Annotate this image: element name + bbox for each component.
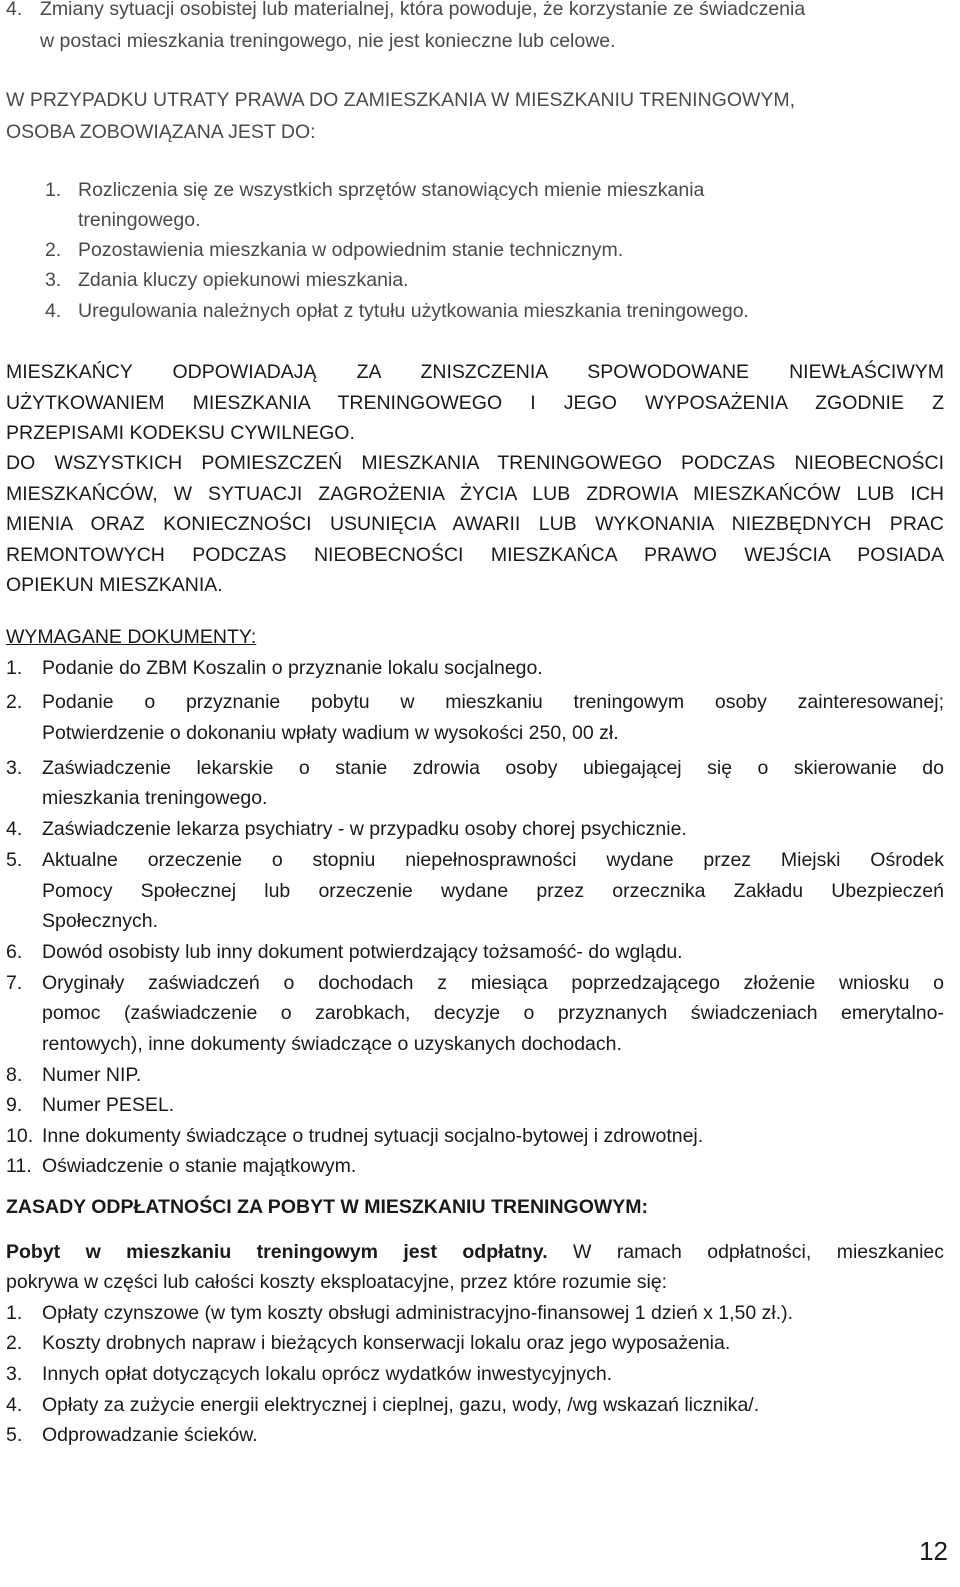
docs-heading: WYMAGANE DOKUMENTY: (6, 626, 257, 648)
loss-item-text: Zdania kluczy opiekunowi mieszkania. (78, 269, 409, 291)
doc-text: Potwierdzenie o dokonaniu wpłaty wadium w wysokości 250, 00 zł. (42, 722, 619, 744)
fee-number: 4. (6, 1394, 23, 1416)
doc-text: Podanie do ZBM Koszalin o przyznanie lokalu socjalnego. (42, 657, 543, 679)
loss-item-number: 3. (45, 269, 62, 291)
doc-text: mieszkania treningowego. (42, 787, 268, 809)
fees-intro-rest: W ramach odpłatności, mieszkaniec (573, 1241, 944, 1263)
doc-number: 6. (6, 941, 23, 963)
access-line: OPIEKUN MIESZKANIA. (6, 574, 223, 596)
fee-number: 1. (6, 1302, 23, 1324)
doc-number: 8. (6, 1064, 23, 1086)
fees-intro-line2: pokrywa w części lub całości koszty eksploatacyjne, przez które rozumie się: (6, 1271, 668, 1293)
doc-text: Aktualne orzeczenie o stopniu niepełnosprawności wydane przez Miejski Ośrodek (42, 849, 944, 871)
doc-number: 10. (6, 1125, 34, 1147)
doc-number: 5. (6, 849, 23, 871)
liability-line: MIESZKAŃCY ODPOWIADAJĄ ZA ZNISZCZENIA SPOWODOWANE NIEWŁAŚCIWYM (6, 361, 944, 383)
fee-text: Opłaty za zużycie energii elektrycznej i cieplnej, gazu, wody, /wg wskazań licznika/. (42, 1394, 760, 1416)
doc-text: Zaświadczenie lekarskie o stanie zdrowia osoby ubiegającej się o skierowanie do (42, 757, 944, 779)
doc-text: rentowych), inne dokumenty świadczące o uzyskanych dochodach. (42, 1033, 622, 1055)
doc-text: pomoc (zaświadczenie o zarobkach, decyzje o przyznanych świadczeniach emerytalno- (42, 1002, 944, 1024)
doc-text: Oświadczenie o stanie majątkowym. (42, 1155, 357, 1177)
doc-text: Zaświadczenie lekarza psychiatry - w przypadku osoby chorej psychicznie. (42, 818, 687, 840)
fee-number: 3. (6, 1363, 23, 1385)
page-number: 12 (919, 1536, 948, 1566)
access-line: DO WSZYSTKICH POMIESZCZEŃ MIESZKANIA TRENINGOWEGO PODCZAS NIEOBECNOŚCI (6, 452, 944, 474)
doc-text: Społecznych. (42, 910, 158, 932)
doc-number: 7. (6, 972, 23, 994)
doc-text: Podanie o przyznanie pobytu w mieszkaniu treningowym osoby zainteresowanej; (42, 691, 944, 713)
fee-text: Innych opłat dotyczących lokalu oprócz wydatków inwestycyjnych. (42, 1363, 613, 1385)
loss-item-text: Pozostawienia mieszkania w odpowiednim stanie technicznym. (78, 239, 624, 261)
doc-text: Numer PESEL. (42, 1094, 175, 1116)
loss-heading-line2: OSOBA ZOBOWIĄZANA JEST DO: (6, 121, 316, 143)
doc-text: Numer NIP. (42, 1064, 142, 1086)
doc-text: Dowód osobisty lub inny dokument potwierdzający tożsamość- do wglądu. (42, 941, 683, 963)
top-item-line2: w postaci mieszkania treningowego, nie jest konieczne lub celowe. (40, 30, 616, 52)
doc-number: 2. (6, 691, 23, 713)
loss-item-text: Rozliczenia się ze wszystkich sprzętów stanowiących mienie mieszkania (78, 179, 705, 201)
fee-number: 5. (6, 1424, 23, 1446)
top-item-line1: Zmiany sytuacji osobistej lub materialnej, która powoduje, że korzystanie ze świadczenia (40, 0, 806, 20)
liability-line: UŻYTKOWANIEM MIESZKANIA TRENINGOWEGO I JEGO WYPOSAŻENIA ZGODNIE Z (6, 392, 944, 414)
doc-number: 9. (6, 1094, 23, 1116)
loss-item-text: Uregulowania należnych opłat z tytułu użytkowania mieszkania treningowego. (78, 300, 749, 322)
doc-text: Inne dokumenty świadczące o trudnej sytuacji socjalno-bytowej i zdrowotnej. (42, 1125, 704, 1147)
fee-number: 2. (6, 1332, 23, 1354)
doc-number: 3. (6, 757, 23, 779)
loss-item-number: 4. (45, 300, 62, 322)
top-item-number: 4. (6, 0, 23, 20)
fees-intro-line1 (6, 1238, 944, 1266)
fees-heading: ZASADY ODPŁATNOŚCI ZA POBYT W MIESZKANIU TRENINGOWYM: (6, 1196, 649, 1218)
loss-heading-line1: W PRZYPADKU UTRATY PRAWA DO ZAMIESZKANIA W MIESZKANIU TRENINGOWYM, (6, 89, 796, 111)
doc-number: 1. (6, 657, 23, 679)
access-line: MIENIA ORAZ KONIECZNOŚCI USUNIĘCIA AWARII LUB WYKONANIA NIEZBĘDNYCH PRAC (6, 513, 944, 535)
fee-text: Opłaty czynszowe (w tym koszty obsługi administracyjno-finansowej 1 dzień x 1,50 zł.). (42, 1302, 794, 1324)
liability-line: PRZEPISAMI KODEKSU CYWILNEGO. (6, 422, 355, 444)
access-line: MIESZKAŃCÓW, W SYTUACJI ZAGROŻENIA ŻYCIA LUB ZDROWIA MIESZKAŃCÓW LUB ICH (6, 483, 944, 505)
doc-number: 11. (6, 1155, 32, 1177)
access-line: REMONTOWYCH PODCZAS NIEOBECNOŚCI MIESZKAŃCA PRAWO WEJŚCIA POSIADA (6, 544, 944, 566)
loss-item-text: treningowego. (78, 209, 201, 231)
fee-text: Koszty drobnych napraw i bieżących konserwacji lokalu oraz jego wyposażenia. (42, 1332, 731, 1354)
fee-text: Odprowadzanie ścieków. (42, 1424, 258, 1446)
loss-item-number: 2. (45, 239, 62, 261)
loss-item-number: 1. (45, 179, 62, 201)
doc-text: Oryginały zaświadczeń o dochodach z miesiąca poprzedzającego złożenie wniosku o (42, 972, 944, 994)
fees-intro-bold: Pobyt w mieszkaniu treningowym jest odpłatny. (6, 1241, 548, 1263)
doc-text: Pomocy Społecznej lub orzeczenie wydane przez orzecznika Zakładu Ubezpieczeń (42, 880, 944, 902)
doc-number: 4. (6, 818, 23, 840)
